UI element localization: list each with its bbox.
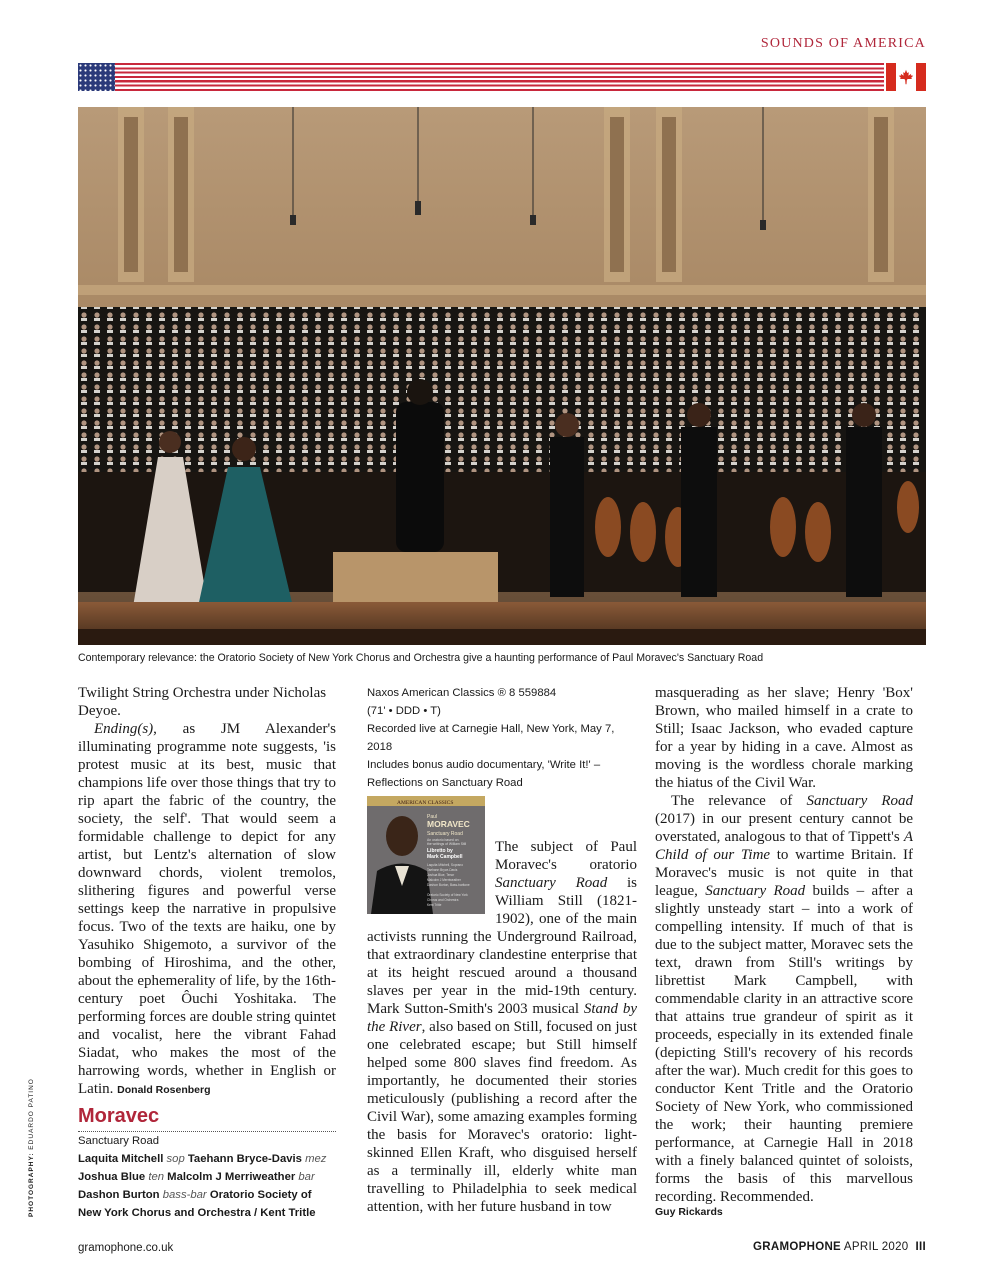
svg-text:Taehann Bryce-Davis: Taehann Bryce-Davis [427, 868, 458, 872]
svg-text:Malcolm J Merriweather: Malcolm J Merriweather [427, 878, 461, 882]
bonus-note: Includes bonus audio documentary, 'Write It!' – Reflections on Sanctuary Road [367, 759, 601, 789]
reviewer-name: Donald Rosenberg [117, 1084, 211, 1096]
svg-text:Kent Tritle: Kent Tritle [427, 903, 442, 907]
svg-text:Sanctuary Road: Sanctuary Road [427, 831, 463, 837]
maple-leaf-icon [898, 69, 914, 85]
review-work: Sanctuary Road [78, 1135, 160, 1147]
canada-flag-icon [886, 63, 926, 91]
review-composer: Moravec [78, 1105, 336, 1132]
flag-canton [78, 63, 115, 91]
svg-text:An oratorio based on: An oratorio based on [427, 838, 459, 842]
photo-caption: Contemporary relevance: the Oratorio Society of New York Chorus and Orchestra give a haunting performance of Paul Moravec's Sanctuary Road [78, 652, 764, 664]
footer-folio: GRAMOPHONE APRIL 2020 III [753, 1241, 926, 1253]
us-flag-icon [78, 63, 884, 91]
footer-site: gramophone.co.uk [78, 1242, 174, 1254]
svg-text:MORAVEC: MORAVEC [427, 819, 470, 829]
svg-text:Chorus and Orchestra: Chorus and Orchestra [427, 898, 459, 902]
photo-credit: PHOTOGRAPHY: EDUARDO PATINO [28, 1078, 35, 1217]
paragraph: The subject of Paul Moravec's oratorio Sanctuary Road is William Still (1821-1902), one of the main activists running the Underground Railroad, that extraordinary clandestine enterprise that at its height rescued around a thousand slaves per year in the mid-19th century. Mark Sutton-Smith's 2003 musical Stand by the River, also based on Still, focused on just one celebrated escape; but Still himself helped some 800 slaves find freedom. As importantly, he documented their stories meticulously (publishing a record after the Civil War), some amazing examples forming the basis for Moravec's oratorio: light-skinned Ellen Kraft, who disguised herself as a terminally ill, elderly white man travelling to Philadelphia to seek medical attention, with her future husband in tow [367, 839, 638, 1215]
paragraph: Twilight String Orchestra under Nicholas Deyoe. [78, 685, 327, 719]
recording-specs: (71' • DDD • T) [367, 705, 441, 717]
svg-text:Paul: Paul [427, 814, 438, 820]
review-performers: Laquita Mitchell sop Taehann Bryce-Davis mez Joshua Blue ten Malcolm J Merriweather bar Dashon Burton bass-bar Oratorio Society of New York Chorus and Orchestra / Kent Tritle [78, 1153, 327, 1219]
svg-text:the writings of William Still: the writings of William Still [427, 842, 467, 846]
svg-text:Oratorio Society of New York: Oratorio Society of New York [427, 893, 468, 897]
paragraph: The relevance of Sanctuary Road (2017) in our present century cannot be overstated, analogous to that of Tippett's A Child of our Time to wartime Britain. If Moravec's music is not quite in that league, Sanctuary Road builds – after a slightly unsteady start – into a work of compelling intensity. If much of that is due to the subject matter, Moravec sets the text, drawn from Still's writings by librettist Mark Campbell, with commendable clarity in an attractive score that attains true grandeur of spirit as it proceeds, especially in its extended finale (depicting Still's recovery of his records after the war). Much credit for this goes to conductor Kent Tritle and the Oratorio Society of New York, who commissioned the work; their haunting premiere performance, at Carnegie Hall in 2018 with a finely balanced quintet of soloists, forms the basis of this marvellous recording. Recommended. [655, 793, 914, 1205]
column-2 [367, 684, 637, 1216]
svg-text:Dashon Burton, Bass-baritone: Dashon Burton, Bass-baritone [427, 883, 470, 887]
flag-banner [78, 63, 926, 91]
paragraph: masquerading as her slave; Henry 'Box' Brown, who mailed himself in a crate to Still; Isaac Jackson, who evaded capture for a year by hiding in a cave. Almost as moving is the wordless chorale marking the hiatus of the Civil War. [655, 685, 913, 791]
album-cover [367, 796, 485, 914]
column-3 [655, 684, 913, 1218]
svg-text:Laquita Mitchell, Soprano: Laquita Mitchell, Soprano [427, 863, 463, 867]
paragraph: Ending(s), as JM Alexander's illuminating programme note suggests, 'is protest music at its best, music that champions life over those things that try to rip apart the fabric of the country, the society, the self'. That would seem a formidable challenge to depict for any artist, but Lentz's alternation of slow downward chords, violent tremolos, slithering figures and powerful verse settings keep the narrative in propulsive focus. Two of the texts are haiku, one by Yasuhiko Shigemoto, a survivor of the bombing of Hiroshima, and the other, about the ephemerality of life, by the 16th-century poet Ôuchi Yoshitaka. The performing forces are double string quintet and vocalist, here the vibrant Fahad Siadat, who makes the most of the harrowing words, whether in English or Latin. Donald Rosenberg [78, 721, 336, 1097]
label-catalogue: Naxos American Classics ® 8 559884 [367, 687, 557, 699]
recording-venue: Recorded live at Carnegie Hall, New York, May 7, 2018 [367, 723, 615, 753]
svg-text:Mark Campbell: Mark Campbell [427, 854, 463, 860]
reviewer-name: Guy Rickards [655, 1206, 723, 1218]
svg-text:AMERICAN CLASSICS: AMERICAN CLASSICS [397, 800, 454, 806]
svg-text:Joshua Blue, Tenor: Joshua Blue, Tenor [427, 873, 455, 877]
column-1 [78, 684, 336, 1222]
concert-photo [78, 107, 926, 645]
svg-text:Libretto by: Libretto by [427, 848, 453, 854]
section-label: SOUNDS OF AMERICA [760, 36, 926, 51]
